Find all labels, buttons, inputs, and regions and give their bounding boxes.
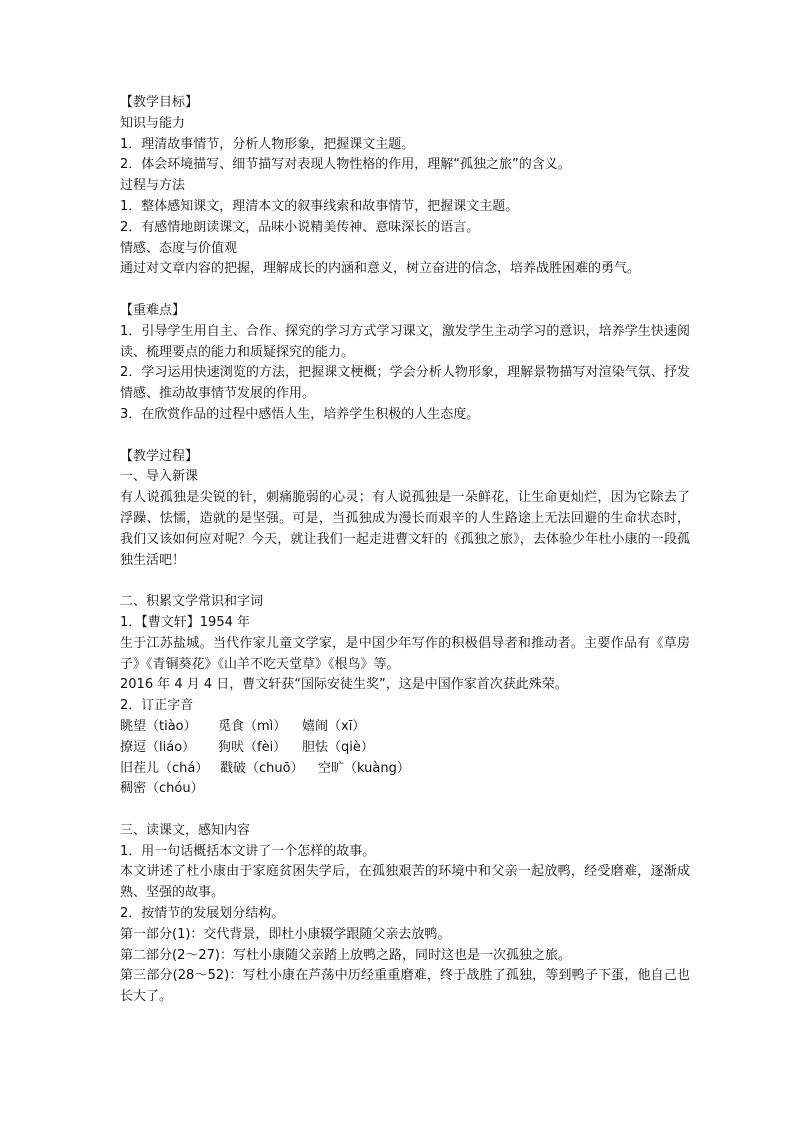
structure-part-1: 第一部分(1)：交代背景，即杜小康辍学跟随父亲去放鸭。 — [120, 926, 451, 942]
pinyin-row — [120, 759, 690, 780]
pinyin-entry: 撩逗（liáo） — [120, 739, 196, 755]
pinyin-entry: 空旷（kuàng） — [318, 760, 410, 776]
key-point-3: 3．在欣赏作品的过程中感悟人生，培养学生积极的人生态度。 — [120, 406, 480, 422]
author-text: 生于江苏盐城。当代作家儿童文学家，是中国少年写作的积极倡导者和推动者。主要作品有《草房子》《青铜葵花》《山羊不吃天堂草》《根鸟》等。 — [120, 635, 690, 672]
pinyin-row — [120, 717, 690, 738]
spacer — [120, 426, 690, 447]
structure-part-2: 第二部分(2～27)：写杜小康随父亲踏上放鸭之路，同时这也是一次孤独之旅。 — [120, 947, 571, 963]
question-2: 2．按情节的发展划分结构。 — [120, 906, 285, 922]
process-method-title: 过程与方法 — [120, 178, 186, 194]
pinyin-entry: 眺望（tiào） — [120, 718, 197, 734]
objectives-heading: 【教学目标】 — [120, 95, 199, 110]
intro-text: 有人说孤独是尖锐的针，刺痛脆弱的心灵；有人说孤独是一朵鲜花，让生命更灿烂，因为它除去了浮躁、怯懦，造就的是坚强。可是，当孤独成为漫长而艰辛的人生路途上无法回避的生命状态时，我们又该如何应对呢？今天，就让我们一起走进曹文轩的《孤独之旅》，去体验少年杜小康的一段孤独生活吧！ — [120, 490, 690, 568]
structure-part-3: 第三部分(28～52)：写杜小康在芦荡中历经重重磨难，终于战胜了孤独，等到鸭子下蛋，他自己也长大了。 — [120, 968, 690, 1005]
spacer — [120, 571, 690, 592]
emotion-text: 通过对文章内容的把握，理解成长的内涵和意义，树立奋进的信念，培养战胜困难的勇气。 — [120, 261, 641, 277]
pinyin-entry: 稠密（chóu） — [120, 781, 204, 797]
section2-title: 二、积累文学常识和字词 — [120, 594, 264, 610]
section3-title: 三、读课文，感知内容 — [120, 822, 251, 838]
pinyin-entry: 觅食（mì） — [218, 718, 287, 734]
question-1: 1．用一句话概括本文讲了一个怎样的故事。 — [120, 843, 376, 859]
knowledge-title: 知识与能力 — [120, 115, 186, 131]
spacer — [120, 800, 690, 821]
intro-title: 一、导入新课 — [120, 469, 199, 485]
pinyin-entry: 嬉闹（xī） — [302, 718, 366, 734]
pinyin-row — [120, 779, 690, 800]
knowledge-item-2: 2．体会环境描写、细节描写对表现人物性格的作用，理解“孤独之旅”的含义。 — [120, 157, 571, 173]
key-points-heading: 【重难点】 — [120, 302, 186, 318]
award-text: 2016 年 4 月 4 日，曹文轩获“国际安徒生奖”，这是中国作家首次获此殊荣。 — [120, 677, 568, 693]
key-point-1: 1．引导学生用自主、合作、探究的学习方式学习课文，激发学生主动学习的意识，培养学生快速阅读、梳理要点的能力和质疑探究的能力。 — [120, 323, 690, 360]
pinyin-row — [120, 738, 690, 759]
pinyin-entry: 旧茬儿（chá） — [120, 760, 209, 776]
author-line: 1．【曹文轩】1954 年 — [120, 614, 250, 630]
pinyin-entry: 狗吠（fèi） — [218, 739, 287, 755]
process-method-item-2: 2．有感情地朗读课文，品味小说精美传神、意味深长的语言。 — [120, 219, 480, 235]
spacer — [120, 280, 690, 301]
pinyin-entry: 戳破（chuō） — [220, 760, 304, 776]
document-page — [120, 93, 690, 1008]
key-point-2: 2．学习运用快速浏览的方法，把握课文梗概；学会分析人物形象，理解景物描写对渲染气氛、抒发情感、推动故事情节发展的作用。 — [120, 365, 690, 402]
teaching-process-heading: 【教学过程】 — [120, 448, 199, 464]
answer-1: 本文讲述了杜小康由于家庭贫困失学后，在孤独艰苦的环境中和父亲一起放鸭，经受磨难，逐渐成熟、坚强的故事。 — [120, 864, 690, 901]
knowledge-item-1: 1．理清故事情节，分析人物形象，把握课文主题。 — [120, 136, 415, 152]
emotion-title: 情感、态度与价值观 — [120, 240, 238, 256]
process-method-item-1: 1．整体感知课文，理清本文的叙事线索和故事情节，把握课文主题。 — [120, 198, 519, 214]
pinyin-entry: 胆怯（qiè） — [302, 739, 374, 755]
pinyin-title: 2．订正字音 — [120, 698, 194, 714]
